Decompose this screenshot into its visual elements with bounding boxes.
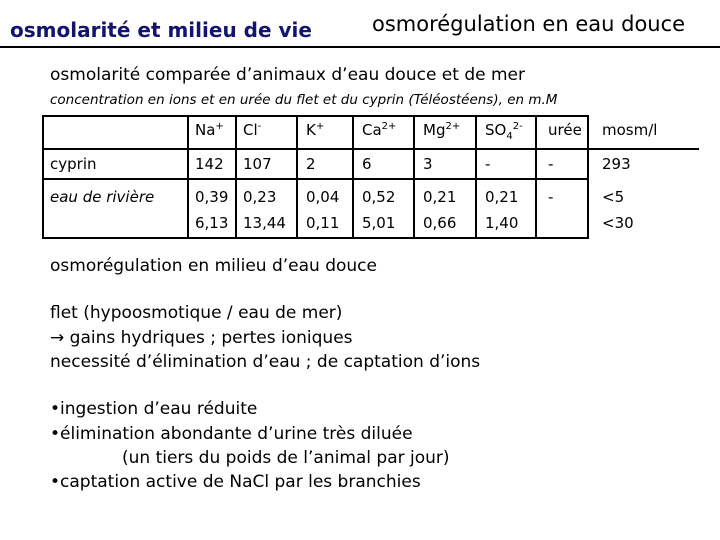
bullet-icon: • [50,399,61,419]
table-cell: - [548,155,554,173]
table-cell: 6 [362,155,372,173]
bullet-item: •élimination abondante d’urine très diluée [50,424,413,444]
table-row-separator [42,178,587,180]
table-caption: concentration en ions et en urée du flet et du cyprin (Téléostéens), en m.M [50,92,558,108]
table-border-bottom [42,237,587,239]
column-header: K+ [306,121,325,139]
header-divider [0,46,720,48]
table-col-divider [235,115,237,239]
table-cell: 5,01 [362,214,396,232]
table-cell: 0,39 [195,188,229,206]
table-cell: 0,23 [243,188,277,206]
row-label: cyprin [50,155,97,173]
table-col-divider [187,115,189,239]
bullet-icon: • [50,472,61,492]
table-col-divider [535,115,537,239]
section-heading: osmorégulation en milieu d’eau douce [50,256,377,276]
text-line: necessité d’élimination d’eau ; de captation d’ions [50,352,481,372]
table-cell: 0,04 [306,188,340,206]
column-header: Na+ [195,121,224,139]
table-cell: 3 [423,155,433,173]
table-cell: 142 [195,155,224,173]
arrow-icon: → [50,328,65,348]
table-cell: <5 [602,188,625,206]
bullet-item: •captation active de NaCl par les branchies [50,472,421,492]
table-col-divider [413,115,415,239]
table-col-divider [475,115,477,239]
table-col-divider [352,115,354,239]
table-cell: - [548,188,554,206]
table-heading: osmolarité comparée d’animaux d’eau douce et de mer [50,65,525,85]
table-cell: 0,52 [362,188,396,206]
bullet-item: •ingestion d’eau réduite [50,399,258,419]
table-cell: 0,66 [423,214,457,232]
table-header-separator [42,148,699,150]
table-cell: 1,40 [485,214,519,232]
bullet-icon: • [50,424,61,444]
section-title: osmolarité et milieu de vie [10,18,312,42]
table-cell: 2 [306,155,316,173]
table-col-divider [296,115,298,239]
table-cell: 0,21 [485,188,519,206]
table-border-right [587,115,589,239]
table-cell: <30 [602,214,634,232]
column-header: mosm/l [602,121,658,139]
table-border-top [42,115,587,117]
column-header: $Mg^{2+}$ [423,121,461,139]
text-line: flet (hypoosmotique / eau de mer) [50,303,343,323]
bullet-continuation: (un tiers du poids de l’animal par jour) [122,448,450,468]
row-label: eau de rivière [50,188,155,206]
table-cell: 0,11 [306,214,340,232]
table-border-left [42,115,44,239]
table-cell: 13,44 [243,214,286,232]
table-cell: 6,13 [195,214,229,232]
column-header: $SO_4^{2-}$ [485,121,523,142]
column-header: $Ca^{2+}$ [362,121,397,139]
column-header: Cl- [243,121,262,139]
slide-title: osmorégulation en eau douce [372,12,686,36]
column-header: urée [548,121,582,139]
text-line: → gains hydriques ; pertes ioniques [50,328,353,348]
table-cell: 107 [243,155,272,173]
table-cell: 0,21 [423,188,457,206]
table-cell: 293 [602,155,631,173]
table-cell: - [485,155,491,173]
